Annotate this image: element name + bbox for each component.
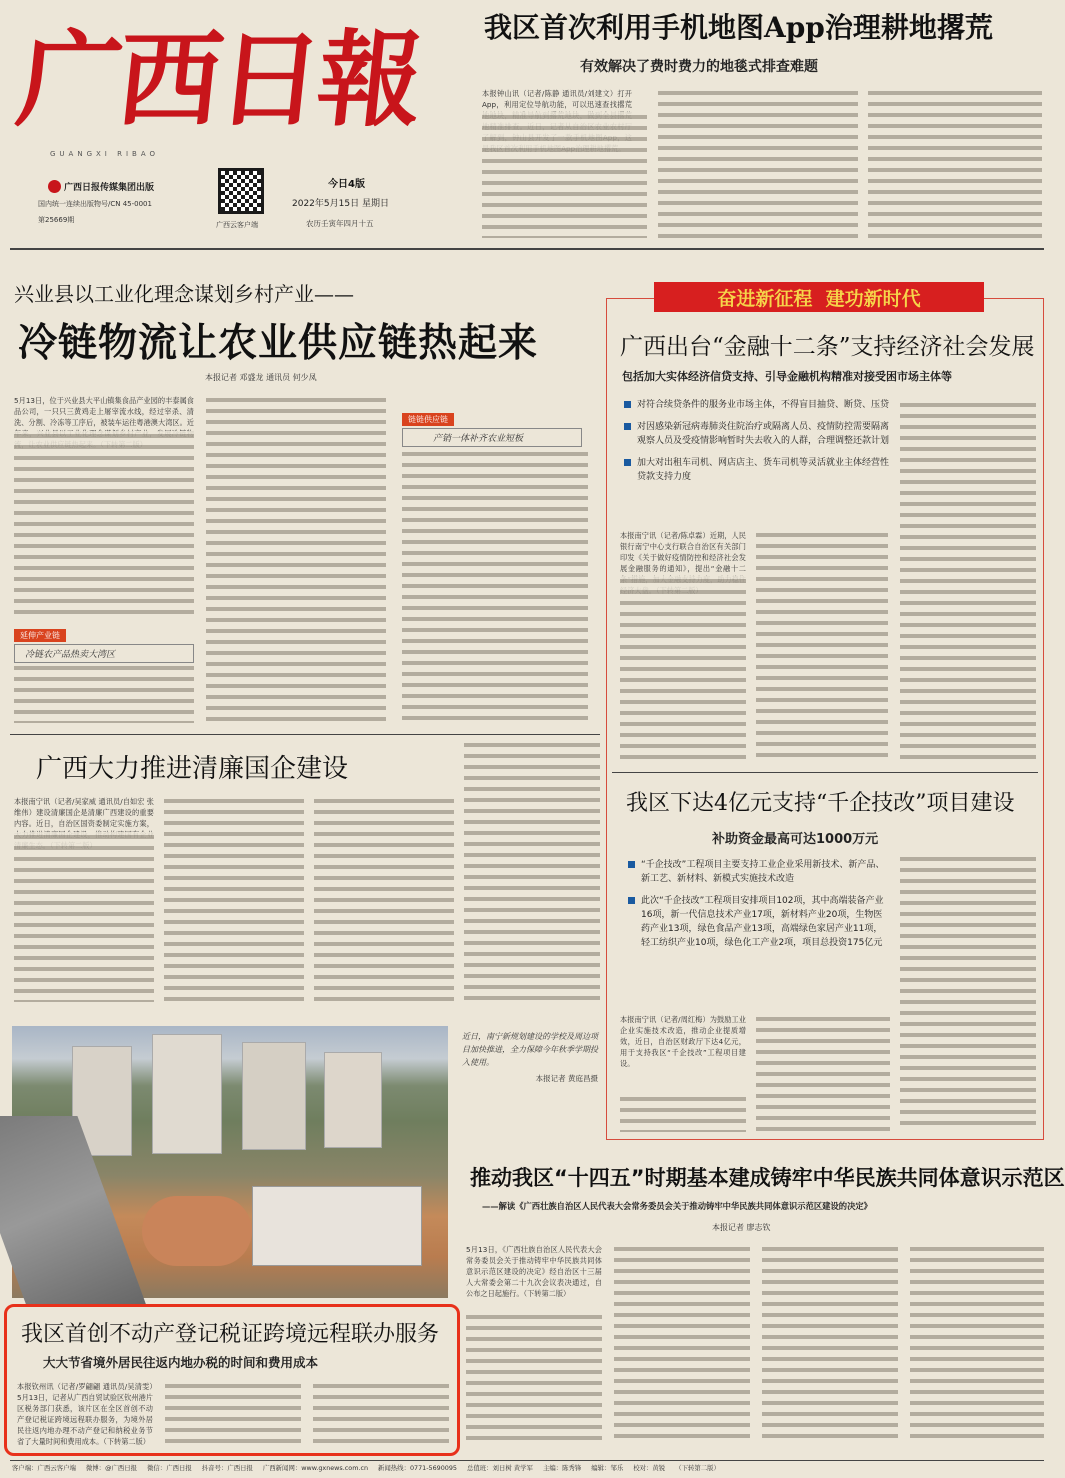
photo-building xyxy=(152,1034,222,1154)
bullet-square-icon xyxy=(628,861,635,868)
qr-caption: 广西云客户端 xyxy=(216,221,258,229)
subhead-box xyxy=(402,407,582,443)
minzu-text: 5月13日，《广西壮族自治区人民代表大会常务委员会关于推动铸牢中华民族共同体意识示范区建设的决定》经自治区十三届人大常委会第二十九次会议表决通过，自公布之日起施行。（下转第二版） xyxy=(466,1245,602,1298)
qinglian-title[interactable]: 广西大力推进清廉国企建设 xyxy=(36,754,349,784)
footer-chief-editor: 主编：陈秀锋 xyxy=(542,1464,582,1472)
finance-bullet xyxy=(624,420,890,448)
text-column xyxy=(756,1014,890,1132)
property-subtitle: 大大节省境外居民往返内地办税的时间和费用成本 xyxy=(43,1355,319,1370)
photo-school-building xyxy=(252,1186,422,1266)
news-photo[interactable] xyxy=(12,1026,448,1298)
qinglian-text: 本报南宁讯（记者/吴家威 通讯员/自如宏 张维伟）建设清廉国企是清廉广西建设的重要内容。近日，自治区国资委制定实施方案， xyxy=(14,797,154,828)
property-body xyxy=(17,1381,451,1453)
masthead xyxy=(10,10,462,240)
issue-number: 第25669期 xyxy=(38,216,75,224)
qiye-title[interactable]: 我区下达4亿元支持“千企技改”项目建设 xyxy=(626,791,1015,816)
bullet-text: “千企技改”工程项目主要支持工业企业采用新技术、新产品、新工艺、新材料、新模式实施技术改造 xyxy=(641,860,885,884)
text-column xyxy=(314,796,454,1002)
article-farmland-subtitle: 有效解决了费时费力的地毯式排查难题 xyxy=(580,59,818,75)
text-column xyxy=(402,449,588,723)
text-column xyxy=(482,112,647,238)
lead-kicker: 兴业县以工业化理念谋划乡村产业—— xyxy=(14,282,354,306)
divider xyxy=(10,248,1044,250)
qiye-text: 本报南宁讯（记者/周红梅）为鼓励工业企业实施技术改造，推动企业提质增效，近日，自治区财政厅下达4亿元，用于支持我区“千企技改”工程项目建设。 xyxy=(620,1015,746,1068)
photo-field xyxy=(142,1196,252,1266)
text-column xyxy=(206,395,386,723)
text-column xyxy=(620,576,746,764)
masthead-logo: 广西日報 xyxy=(11,18,425,141)
finance-bullet xyxy=(624,398,890,412)
photo-building xyxy=(242,1042,306,1150)
lead-body xyxy=(14,395,594,725)
text-column xyxy=(900,854,1036,1132)
publisher-emblem-icon xyxy=(48,180,61,193)
text-column xyxy=(164,796,304,1002)
footer-editor: 编辑：邹乐 xyxy=(591,1464,624,1472)
photo-credit: 本报记者 黄庭昌摄 xyxy=(535,1074,598,1083)
text-column xyxy=(762,1244,898,1442)
footer-hotline: 新闻热线：0771-5690095 xyxy=(378,1464,457,1472)
minzu-subtitle: ——解读《广西壮族自治区人民代表大会常务委员会关于推动铸牢中华民族共同体意识示范区建设的决定》 xyxy=(482,1201,872,1211)
bullet-square-icon xyxy=(624,401,631,408)
issue-date: 2022年5月15日 星期日 xyxy=(292,199,389,209)
qiye-bullet xyxy=(628,894,890,950)
text-column xyxy=(466,1312,602,1442)
text-column xyxy=(614,1244,750,1442)
publisher: 广西日报传媒集团出版 xyxy=(64,183,155,193)
cn-number: 国内统一连续出版物号/CN 45-0001 xyxy=(38,200,152,208)
footer-website[interactable]: 广西新闻网：www.gxnews.com.cn xyxy=(262,1464,369,1472)
lead-text: 5月13日，位于兴业县大平山镇集食品产业园的丰泰属食品公司，一只只三黄鸡走上屠宰流水线，经过宰杀、清洗、分割、冷冻等工序后，被装车运往粤港澳大湾区。近 xyxy=(14,396,194,427)
text-column xyxy=(900,400,1036,764)
footer-proofreader: 校对：黄锐 xyxy=(633,1464,666,1472)
bullet-square-icon xyxy=(628,897,635,904)
bullet-square-icon xyxy=(624,459,631,466)
divider xyxy=(612,772,1038,773)
footer xyxy=(12,1463,1042,1476)
footer-divider xyxy=(10,1460,1044,1461)
text-column xyxy=(910,1244,1044,1442)
feature-banner-text: 奋进新征程 建功新时代 xyxy=(717,287,921,310)
text-column xyxy=(165,1381,301,1447)
qinglian-body xyxy=(14,740,600,1012)
masthead-pinyin: GUANGXI RIBAO xyxy=(50,150,159,158)
bullet-text: 此次“千企技改”工程项目安排项目102项，其中高端装备产业16项，新一代信息技术产业17项，新材料产业20项，生物医药产业13项，绿色食品产业13项，高端绿色家居产业11项，轻工纺织产业10项，绿色化工产业2项，项目总投资175亿元 xyxy=(641,896,884,948)
text-column xyxy=(14,832,154,1002)
footer-client: 客户端：广西云客户端 xyxy=(12,1464,76,1472)
finance-text: 本报南宁讯（记者/陈卓霖）近期，人民银行南宁中心支行联合自治区有关部门印发《关于做好疫情防控和经济社会发展金融服务的通知》，提出“金融十二 xyxy=(620,531,746,573)
article-farmland-title[interactable]: 我区首次利用手机地图App治理耕地撂荒 xyxy=(484,11,993,44)
subhead-box xyxy=(14,623,194,659)
minzu-body xyxy=(466,1244,1044,1444)
article-farmland-body xyxy=(482,88,1042,238)
text-column xyxy=(658,88,858,238)
bullet-text: 加大对出租车司机、网店店主、货车司机等灵活就业主体经营性贷款支持力度 xyxy=(637,458,890,482)
lead-byline: 本报记者 邓盛龙 通讯员 何少凤 xyxy=(205,373,317,382)
footer-page-label: （下转第二版） xyxy=(675,1464,720,1472)
finance-subtitle: 包括加大实体经济信贷支持、引导金融机构精准对接受困市场主体等 xyxy=(622,370,952,383)
footer-editor-on-duty: 总值班：刘日树 黄学军 xyxy=(467,1464,533,1472)
photo-caption-text: 近日，南宁新规划建设的学校及周边项目加快推进，全力保障今年秋季学期投入使用。 xyxy=(462,1032,598,1067)
article-farmland-text: 本报钟山讯（记者/陈静 通讯员/刘建文）打开App，利用定位导航功能，可以迅速查找撂荒 xyxy=(482,89,632,109)
divider xyxy=(10,734,600,735)
lead-title[interactable]: 冷链物流让农业供应链热起来 xyxy=(18,321,539,366)
qiye-subtitle: 补助资金最高可达1000万元 xyxy=(712,832,879,847)
text-column xyxy=(620,1094,746,1132)
footer-douyin: 抖音号：广西日报 xyxy=(201,1464,253,1472)
qr-code-icon xyxy=(218,168,264,214)
bullet-text: 对因感染新冠病毒肺炎住院治疗或隔离人员、疫情防控需要隔离观察人员及受疫情影响暂时失去收入的人群，合理调整还款计划 xyxy=(637,422,890,446)
minzu-byline: 本报记者 廖志钦 xyxy=(712,1223,771,1232)
text-column xyxy=(14,663,194,723)
finance-bullets xyxy=(624,398,890,492)
finance-bullet xyxy=(624,456,890,484)
minzu-title[interactable]: 推动我区“十四五”时期基本建成铸牢中华民族共同体意识示范区 xyxy=(470,1166,1065,1190)
subhead-text: 产销一体补齐农业短板 xyxy=(402,428,582,447)
lunar-date: 农历壬寅年四月十五 xyxy=(306,219,374,228)
property-text: 本报钦州讯（记者/罗翩翩 通讯员/吴清雯）5月13日，记者从广西自贸试验区钦州港片区税务部门获悉，该片区在全区首创不动产登记税证跨境远程联办服务，为境外居民往返内地办理不动产登记和纳税业务节省了大量时间和费用成本。（下转第二版） xyxy=(17,1382,153,1446)
property-article-highlight[interactable] xyxy=(4,1304,460,1456)
property-title[interactable]: 我区首创不动产登记税证跨境远程联办服务 xyxy=(21,1322,440,1347)
text-column xyxy=(313,1381,449,1447)
photo-building xyxy=(324,1052,382,1148)
footer-wechat: 微信：广西日报 xyxy=(147,1464,192,1472)
feature-banner xyxy=(654,282,984,312)
today-pages: 今日4版 xyxy=(328,179,365,190)
qiye-bullets xyxy=(628,858,890,958)
footer-weibo: 微博：@广西日报 xyxy=(85,1464,138,1472)
bullet-text: 对符合续贷条件的服务业市场主体，不得盲目抽贷、断贷、压贷 xyxy=(637,400,890,410)
text-column xyxy=(14,431,194,621)
text-column xyxy=(464,740,600,1002)
subhead-label: 延伸产业链 xyxy=(14,629,66,642)
qiye-body xyxy=(620,1014,1036,1132)
finance-title[interactable]: 广西出台“金融十二条”支持经济社会发展 xyxy=(620,334,1035,360)
text-column xyxy=(756,530,888,764)
subhead-text: 冷链农产品热卖大湾区 xyxy=(14,644,194,663)
bullet-square-icon xyxy=(624,423,631,430)
finance-body xyxy=(620,530,1036,764)
text-column xyxy=(868,88,1042,238)
subhead-label: 链链供应链 xyxy=(402,413,454,426)
qiye-bullet xyxy=(628,858,890,886)
photo-caption xyxy=(462,1030,598,1130)
